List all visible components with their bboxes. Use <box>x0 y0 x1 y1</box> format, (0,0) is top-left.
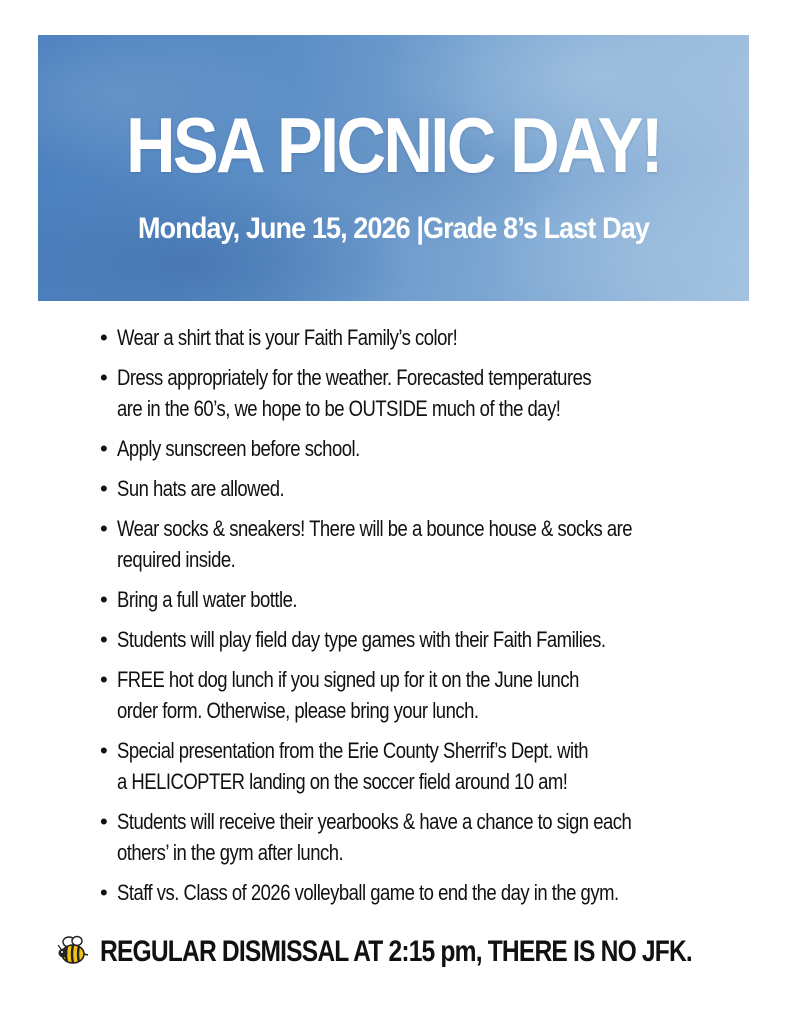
list-item-text: Bring a full water bottle. <box>117 587 298 612</box>
bullet-icon: • <box>100 365 108 390</box>
list-item-text: Staff vs. Class of 2026 volleyball game to end the day in the gym. <box>117 880 619 905</box>
dismissal-notice <box>52 930 772 974</box>
list-item <box>100 735 760 797</box>
list-item <box>100 624 760 655</box>
bullet-icon: • <box>100 809 108 834</box>
list-item-text-continued: are in the 60’s, we hope to be OUTSIDE much of the day! <box>117 396 561 421</box>
header-banner <box>38 35 749 301</box>
list-item-text-continued: others’ in the gym after lunch. <box>117 840 344 865</box>
bullet-icon: • <box>100 627 108 652</box>
bullet-icon: • <box>100 738 108 763</box>
bullet-icon: • <box>100 436 108 461</box>
list-item <box>100 584 760 615</box>
list-item-text-continued: a HELICOPTER landing on the soccer field around 10 am! <box>117 769 568 794</box>
info-list <box>100 322 760 917</box>
list-item-text: Students will receive their yearbooks & have a chance to sign each <box>117 809 632 834</box>
event-date-subtitle: Monday, June 15, 2026 |Grade 8’s Last Day <box>138 212 649 245</box>
list-item-text: Wear a shirt that is your Faith Family’s color! <box>117 325 458 350</box>
list-item-text: Special presentation from the Erie County Sherrif’s Dept. with <box>117 738 589 763</box>
list-item-text: Sun hats are allowed. <box>117 476 285 501</box>
list-item-text: Wear socks & sneakers! There will be a bounce house & socks are <box>117 516 633 541</box>
list-item <box>100 322 760 353</box>
list-item-text-continued: required inside. <box>117 547 236 572</box>
list-item <box>100 877 760 908</box>
bullet-icon: • <box>100 516 108 541</box>
list-item-text: Students will play field day type games with their Faith Families. <box>117 627 606 652</box>
list-item <box>100 806 760 868</box>
list-item <box>100 433 760 464</box>
page-title: HSA PICNIC DAY! <box>125 101 662 189</box>
bullet-icon: • <box>100 880 108 905</box>
list-item-text-continued: order form. Otherwise, please bring your lunch. <box>117 698 479 723</box>
list-item-text: Dress appropriately for the weather. Forecasted temperatures <box>117 365 592 390</box>
list-item-text: FREE hot dog lunch if you signed up for it on the June lunch <box>117 667 579 692</box>
dismissal-text: REGULAR DISMISSAL AT 2:15 pm, THERE IS NO JFK. <box>100 935 692 968</box>
bullet-icon: • <box>100 325 108 350</box>
bullet-icon: • <box>100 476 108 501</box>
bullet-icon: • <box>100 587 108 612</box>
list-item <box>100 664 760 726</box>
list-item-text: Apply sunscreen before school. <box>117 436 360 461</box>
bullet-icon: • <box>100 667 108 692</box>
list-item <box>100 513 760 575</box>
list-item <box>100 473 760 504</box>
bee-icon <box>56 934 90 968</box>
list-item <box>100 362 760 424</box>
